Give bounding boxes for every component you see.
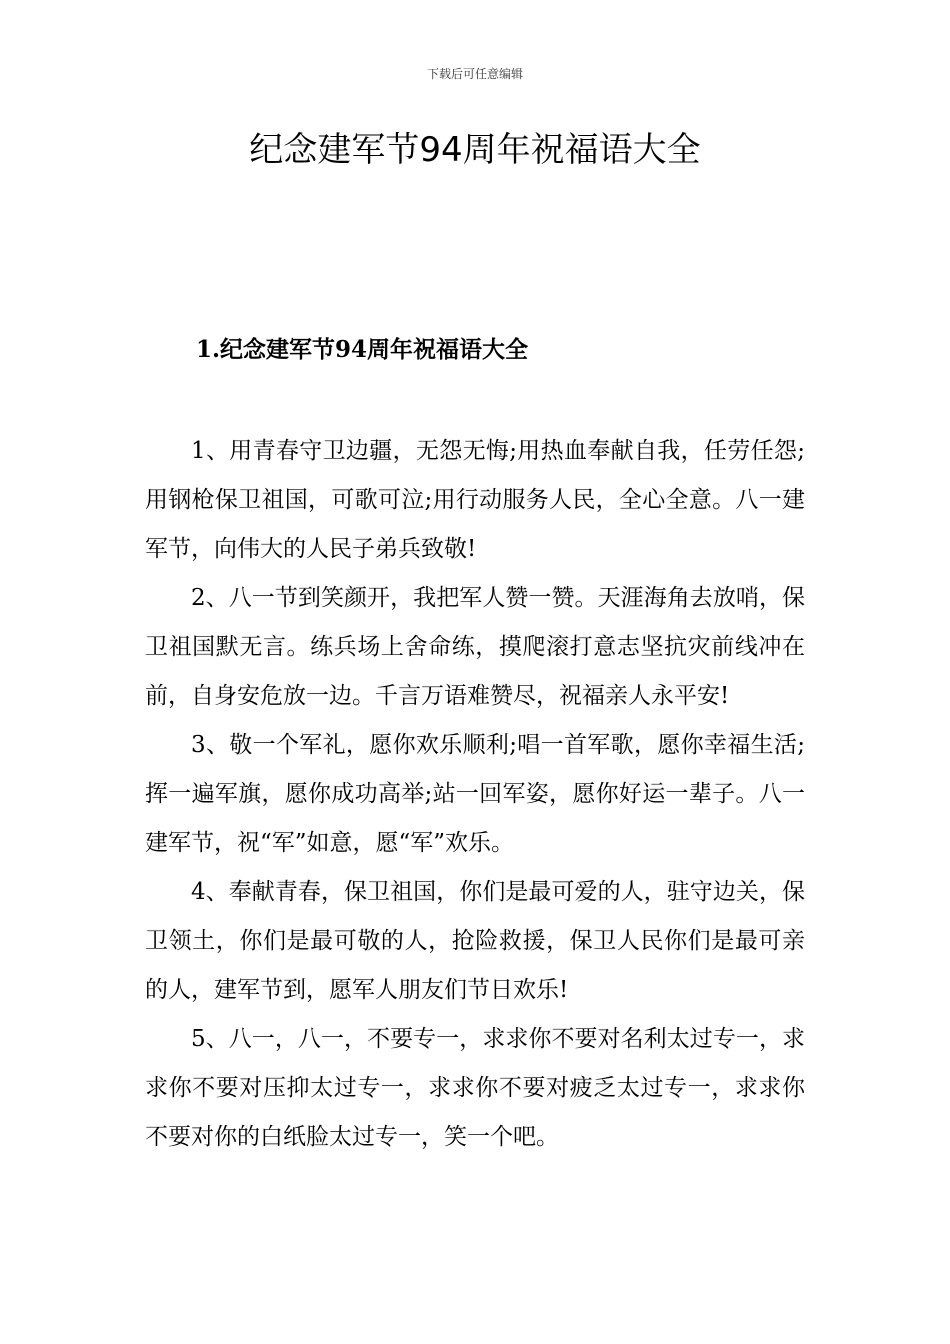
paragraph-4: 4、奉献青春，保卫祖国，你们是最可爱的人，驻守边关，保卫领土，你们是最可敬的人，抢险救援，保卫人民你们是最可亲的人，建军节到，愿军人朋友们节日欢乐! — [145, 879, 805, 1003]
section-heading: 1.纪念建军节94周年祝福语大全 — [196, 336, 529, 363]
paragraph-1: 1、用青春守卫边疆，无怨无悔;用热血奉献自我，任劳任怨;用钢枪保卫祖国，可歌可泣;用行动服务人民，全心全意。八一建军节，向伟大的人民子弟兵致敬! — [145, 438, 805, 562]
paragraph-3: 3、敬一个军礼，愿你欢乐顺利;唱一首军歌，愿你幸福生活;挥一遍军旗，愿你成功高举;站一回军姿，愿你好运一辈子。八一建军节，祝“军”如意，愿“军”欢乐。 — [145, 732, 805, 856]
document-title: 纪念建军节94周年祝福语大全 — [249, 130, 701, 170]
paragraph-5: 5、八一，八一，不要专一，求求你不要对名利太过专一，求求你不要对压抑太过专一，求求你不要对疲乏太过专一，求求你不要对你的白纸脸太过专一，笑一个吧。 — [145, 1026, 805, 1150]
paragraph-2: 2、八一节到笑颜开，我把军人赞一赞。天涯海角去放哨，保卫祖国默无言。练兵场上舍命练，摸爬滚打意志坚抗灾前线冲在前，自身安危放一边。千言万语难赞尽，祝福亲人永平安! — [145, 585, 805, 709]
header-note: 下载后可任意编辑 — [426, 67, 523, 81]
document-body — [145, 427, 805, 1162]
